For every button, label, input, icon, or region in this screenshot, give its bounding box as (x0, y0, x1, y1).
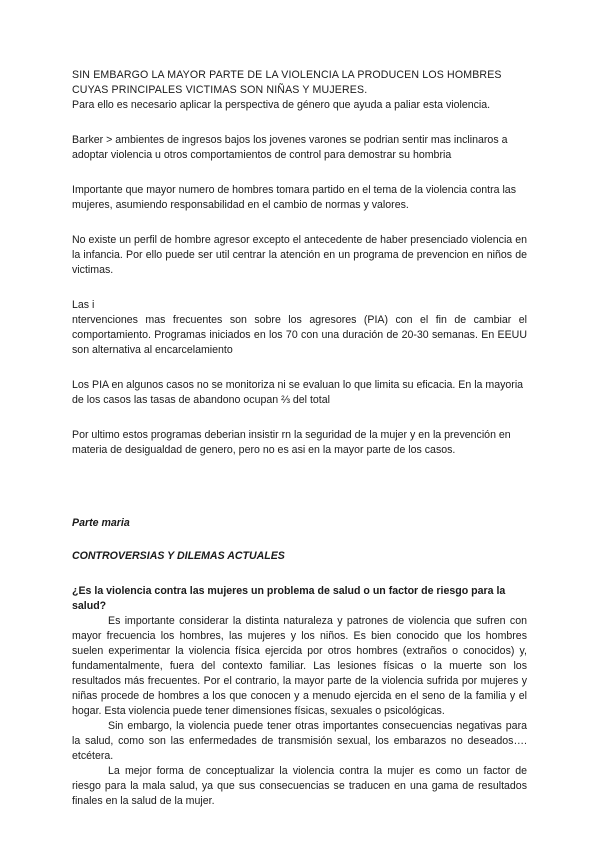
document-page (72, 68, 527, 809)
intro-line: Para ello es necesario aplicar la perspectiva de género que ayuda a paliar esta violencia. (72, 99, 491, 111)
intervenciones-paragraph: ntervenciones mas frecuentes son sobre los agresores (PIA) con el fin de cambiar el comportamiento. Programas iniciados en los 70 con una duración de 20-30 semanas. En EEUU son alternativa al encarcelamiento (72, 314, 527, 356)
perfil-paragraph: No existe un perfil de hombre agresor excepto el antecedente de haber presenciado violencia en la infancia. Por ello puede ser util centrar la atención en un programa de prevencion en niños de victimas. (72, 234, 527, 276)
question-heading: ¿Es la violencia contra las mujeres un problema de salud o un factor de riesgo para la salud? (72, 585, 506, 612)
body-paragraph-1: Es importante considerar la distinta naturaleza y patrones de violencia que sufren con mayor frecuencia los hombres, las mujeres y los niños. Es bien conocido que los hombres suelen experimentar la violencia física ejercida por otros hombres (extraños o conocidos) y, fundamentalmente, fuera del contexto familiar. Las lesiones físicas o la muerte son los resultados más frecuentes. Por el contrario, la mayor parte de la violencia sufrida por mujeres y niñas procede de hombres a los que conocen y a menudo ejercida en el seno de la familia y el hogar. Esta violencia puede tener dimensiones físicas, sexuales o psicológicas. (72, 615, 527, 717)
body-paragraph-3: La mejor forma de conceptualizar la violencia contra la mujer es como un factor de riesgo para la mala salud, ya que sus consecuencias se traducen en una gama de resultados finales en la salud de la mujer. (72, 765, 527, 807)
importante-paragraph: Importante que mayor numero de hombres tomara partido en el tema de la violencia contra las mujeres, asumiendo responsabilidad en el cambio de normas y valores. (72, 184, 516, 211)
section-title: CONTROVERSIAS Y DILEMAS ACTUALES (72, 550, 285, 562)
intro-heading: SIN EMBARGO LA MAYOR PARTE DE LA VIOLENCIA LA PRODUCEN LOS HOMBRES CUYAS PRINCIPALES VICTIMAS SON NIÑAS Y MUJERES. (72, 69, 502, 96)
body-paragraph-2: Sin embargo, la violencia puede tener otras importantes consecuencias negativas para la salud, como son las enfermedades de transmisión sexual, los embarazos no deseados…. etcétera. (72, 720, 527, 762)
barker-paragraph: Barker > ambientes de ingresos bajos los jovenes varones se podrian sentir mas inclinaros a adoptar violencia u otros comportamientos de control para demostrar su hombria (72, 134, 508, 161)
parte-label: Parte maria (72, 517, 130, 529)
pia-paragraph: Los PIA en algunos casos no se monitoriza ni se evaluan lo que limita su eficacia. En la mayoria de los casos las tasas de abandono ocupan ⅔ del total (72, 379, 524, 406)
ultimo-paragraph: Por ultimo estos programas deberian insistir rn la seguridad de la mujer y en la prevención en materia de desigualdad de genero, pero no es asi en la mayor parte de los casos. (72, 429, 511, 456)
las-i-fragment: Las i (72, 299, 95, 311)
